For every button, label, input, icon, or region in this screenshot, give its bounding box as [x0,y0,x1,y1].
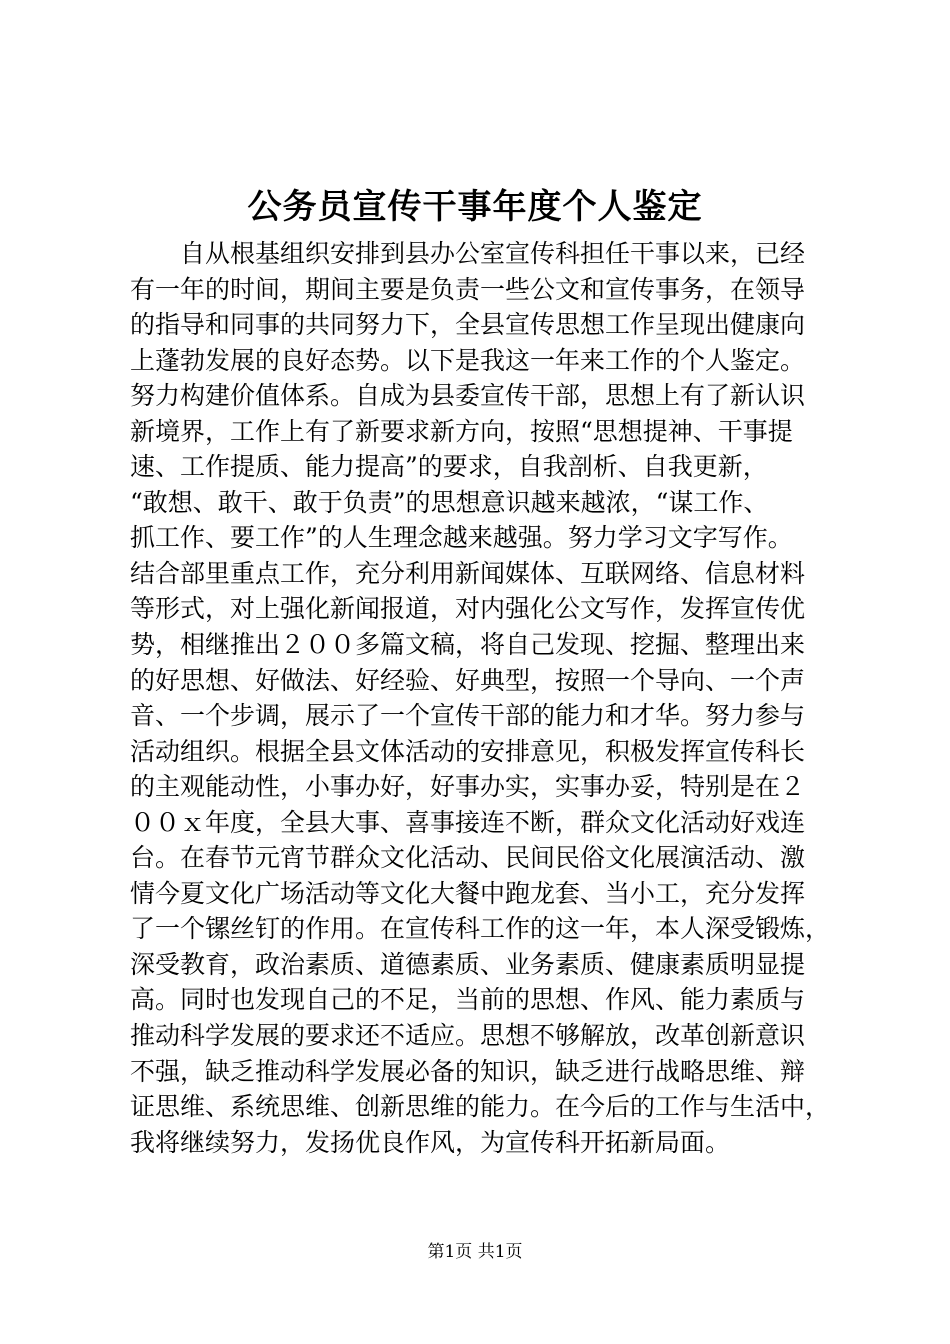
body-line: 的好思想、好做法、好经验、好典型，按照一个导向、一个声 [130,665,806,695]
body-line: 情今夏文化广场活动等文化大餐中跑龙套、当小工，充分发挥 [130,878,806,908]
body-line: 结合部里重点工作，充分利用新闻媒体、互联网络、信息材料 [130,558,806,588]
body-line: 不强，缺乏推动科学发展必备的知识，缺乏进行战略思维、辩 [130,1056,806,1086]
body-line: 台。在春节元宵节群众文化活动、民间民俗文化展演活动、激 [130,843,806,873]
page-footer: 第1页 共1页 [427,1242,523,1262]
body-line: 了一个镙丝钉的作用。在宣传科工作的这一年，本人深受锻炼， [130,914,831,944]
body-line: 势，相继推出２００多篇文稿，将自己发现、挖掘、整理出来 [130,630,806,660]
body-line: 努力构建价值体系。自成为县委宣传干部，思想上有了新认识 [130,381,806,411]
body-line: 活动组织。根据全县文体活动的安排意见，积极发挥宣传科长 [130,736,806,766]
body-line: 的指导和同事的共同努力下，全县宣传思想工作呈现出健康向 [130,310,806,340]
body-line: 等形式，对上强化新闻报道，对内强化公文写作，发挥宣传优 [130,594,806,624]
body-line: 抓工作、要工作”的人生理念越来越强。努力学习文字写作。 [130,523,793,553]
body-line: “敢想、敢干、敢于负责”的思想意识越来越浓，“谋工作、 [130,487,769,517]
document-body [130,236,830,1160]
body-line: 高。同时也发现自己的不足，当前的思想、作风、能力素质与 [130,985,806,1015]
body-line: 深受教育，政治素质、道德素质、业务素质、健康素质明显提 [130,949,806,979]
body-line: 自从根基组织安排到县办公室宣传科担任干事以来，已经 [180,239,806,268]
body-line: 音、一个步调，展示了一个宣传干部的能力和才华。努力参与 [130,701,806,731]
document-title: 公务员宣传干事年度个人鉴定 [247,187,703,227]
body-line: ００ｘ年度，全县大事、喜事接连不断，群众文化活动好戏连 [130,807,806,837]
body-line: 推动科学发展的要求还不适应。思想不够解放，改革创新意识 [130,1021,806,1051]
body-line: 新境界，工作上有了新要求新方向，按照“思想提神、干事提 [130,416,793,446]
body-line: 上蓬勃发展的良好态势。以下是我这一年来工作的个人鉴定。 [130,345,806,375]
body-line: 的主观能动性，小事办好，好事办实，实事办妥，特别是在２ [130,772,806,802]
body-line: 我将继续努力，发扬优良作风，为宣传科开拓新局面。 [130,1127,731,1157]
body-line: 证思维、系统思维、创新思维的能力。在今后的工作与生活中， [130,1092,831,1122]
body-line: 速、工作提质、能力提高”的要求，自我剖析、自我更新， [130,452,768,482]
body-line: 有一年的时间，期间主要是负责一些公文和宣传事务，在领导 [130,274,806,304]
